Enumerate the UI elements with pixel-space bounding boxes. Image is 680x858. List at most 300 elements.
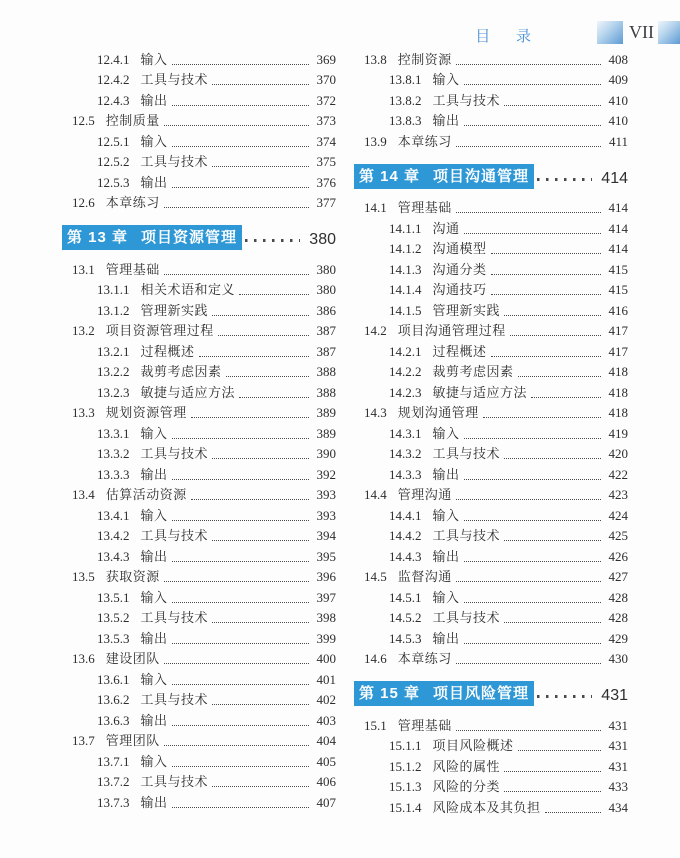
dot-leader [504,105,601,106]
entry-page-number: 388 [316,384,336,400]
entry-title: 工具与技术 [432,528,501,543]
entry-title: 监督沟通 [397,569,452,584]
toc-entry [364,361,628,382]
dot-leader [226,376,309,377]
entry-number: 14.1.4 [389,282,422,297]
entry-page-number: 424 [608,507,628,523]
entry-number: 13.3.2 [97,446,130,461]
entry-title: 输出 [432,466,460,482]
dot-leader [504,771,601,772]
entry-title: 裁剪考虑因素 [432,364,514,379]
entry-title: 输出 [432,113,460,128]
dot-leader [518,750,601,751]
entry-page-number: 433 [608,779,628,794]
toc-entry [72,730,336,751]
toc-entry [364,484,628,505]
entry-page-number: 392 [316,466,336,482]
chapter-dot-leader [537,695,592,698]
dot-leader [464,84,601,85]
toc-entry [72,607,336,628]
toc-entry [72,627,336,648]
toc-entry [72,361,336,382]
toc-entry [364,48,628,69]
entry-number: 14.3.1 [389,425,422,441]
chapter-page-number: 414 [601,169,628,187]
toc-entry [72,648,336,669]
entry-number: 14.5 [364,569,387,584]
entry-title: 沟通 [432,220,460,236]
dot-leader [491,253,601,254]
toc-entry [72,422,336,443]
entry-page-number: 418 [608,405,628,420]
chapter-page-number: 380 [309,231,336,248]
entry-title: 工具与技术 [140,528,209,543]
dot-leader [164,207,309,208]
entry-page-number: 431 [608,758,628,774]
dot-leader [456,64,601,65]
toc-entry [364,463,628,484]
dot-leader [510,335,601,336]
entry-number: 13.8.3 [389,113,422,128]
dot-leader [172,602,309,603]
dot-leader [504,540,601,541]
entry-number: 14.1.1 [389,220,422,236]
dot-leader [172,684,309,685]
entry-number: 12.5.3 [97,174,130,190]
entry-page-number: 428 [608,589,628,605]
entry-title: 输入 [432,425,460,441]
entry-number: 13.9 [364,133,387,149]
entry-number: 13.1.2 [97,302,130,318]
entry-title: 沟通技巧 [432,282,487,297]
entry-number: 14.5.3 [389,630,422,646]
toc-entry [72,402,336,423]
entry-number: 13.5.2 [97,610,130,625]
toc-entry [364,381,628,402]
toc-entry [364,525,628,546]
toc-entry [72,668,336,689]
toc-entry [364,776,628,797]
entry-title: 工具与技术 [140,774,209,789]
entry-page-number: 427 [608,569,628,584]
toc-entry [72,545,336,566]
entry-page-number: 416 [608,302,628,318]
entry-title: 管理基础 [105,261,160,277]
entry-title: 敏捷与适应方法 [432,384,528,400]
chapter-chip [354,164,534,189]
entry-title: 工具与技术 [432,446,501,461]
entry-title: 输入 [140,133,168,149]
toc-entry [364,627,628,648]
toc-entry [72,340,336,361]
chapter-title: 项目沟通管理 [433,167,530,185]
entry-number: 12.5.1 [97,133,130,149]
dot-leader [491,274,601,275]
dot-leader [504,315,601,316]
entry-page-number: 406 [316,774,336,789]
dot-leader [504,791,601,792]
toc-entry [364,258,628,279]
entry-page-number: 405 [316,753,336,769]
entry-number: 13.8 [364,51,387,67]
toc-entry [364,320,628,341]
dot-leader [172,561,309,562]
entry-title: 管理基础 [397,200,452,215]
entry-title: 输出 [140,630,168,646]
dot-leader [172,187,309,188]
dot-leader [172,766,309,767]
entry-page-number: 370 [316,72,336,87]
entry-number: 14.6 [364,651,387,666]
entry-number: 13.2 [72,323,95,338]
entry-number: 14.4.2 [389,528,422,543]
entry-page-number: 401 [316,671,336,687]
entry-number: 13.3.1 [97,425,130,441]
entry-number: 13.4.1 [97,507,130,523]
page-header [0,21,680,45]
entry-title: 工具与技术 [140,446,209,461]
entry-page-number: 400 [316,651,336,666]
entry-number: 15.1 [364,717,387,733]
entry-number: 13.4.2 [97,528,130,543]
entry-title: 项目资源管理过程 [105,323,214,338]
entry-title: 管理团队 [105,733,160,748]
dot-leader [483,417,601,418]
entry-title: 工具与技术 [432,92,501,108]
entry-title: 管理新实践 [432,302,501,318]
dot-leader [456,499,601,500]
toc-entry [364,504,628,525]
entry-number: 14.2.3 [389,384,422,400]
entry-number: 14.2.1 [389,343,422,359]
entry-page-number: 372 [316,92,336,108]
dot-leader [172,479,309,480]
dot-leader [172,643,309,644]
toc-entry [72,504,336,525]
dot-leader [218,335,309,336]
dot-leader [504,458,601,459]
entry-page-number: 411 [608,133,628,149]
entry-number: 14.1 [364,200,387,215]
entry-page-number: 408 [608,51,628,67]
dot-leader [172,725,309,726]
entry-title: 输入 [140,589,168,605]
entry-number: 15.1.2 [389,758,422,774]
entry-number: 13.7.1 [97,753,130,769]
header-accent-box [597,21,623,44]
toc-entry [364,545,628,566]
toc-entry [364,443,628,464]
dot-leader [212,315,309,316]
toc-entry [364,89,628,110]
entry-title: 敏捷与适应方法 [140,384,236,400]
dot-leader [456,663,601,664]
toc-entry [364,238,628,259]
toc-entry [72,171,336,192]
entry-title: 控制资源 [397,51,452,67]
entry-title: 本章练习 [105,195,160,210]
dot-leader [464,233,601,234]
dot-leader [212,540,309,541]
entry-page-number: 425 [608,528,628,543]
entry-page-number: 414 [608,241,628,256]
entry-page-number: 376 [316,174,336,190]
dot-leader [239,397,309,398]
entry-number: 14.4.3 [389,548,422,564]
entry-page-number: 431 [608,738,628,753]
entry-title: 估算活动资源 [105,487,187,502]
toc-entry [364,110,628,131]
entry-number: 13.3 [72,405,95,420]
entry-title: 输入 [140,507,168,523]
entry-page-number: 415 [608,282,628,297]
toc-entry [72,151,336,172]
dot-leader [191,499,309,500]
entry-number: 14.2 [364,323,387,338]
entry-number: 12.4.3 [97,92,130,108]
entry-title: 输入 [140,425,168,441]
entry-number: 13.8.2 [389,92,422,108]
entry-page-number: 377 [316,195,336,210]
dot-leader [212,166,309,167]
dot-leader [212,458,309,459]
dot-leader [464,643,601,644]
entry-title: 过程概述 [432,343,487,359]
entry-page-number: 387 [316,343,336,359]
dot-leader [191,417,309,418]
entry-title: 风险的分类 [432,779,501,794]
toc-entry [364,607,628,628]
entry-number: 12.5 [72,113,95,128]
entry-number: 13.7 [72,733,95,748]
entry-number: 14.4 [364,487,387,502]
entry-number: 13.5 [72,569,95,584]
toc-entry [72,89,336,110]
toc-entry [72,110,336,131]
dot-leader [212,786,309,787]
entry-number: 13.6.3 [97,712,130,728]
chapter-entry [354,680,628,706]
toc-header-title: 目 录 [475,29,542,45]
entry-number: 15.1.3 [389,779,422,794]
dot-leader [491,356,601,357]
entry-title: 输入 [140,51,168,67]
dot-leader [172,520,309,521]
dot-leader [464,602,601,603]
entry-page-number: 418 [608,384,628,400]
entry-number: 13.2.1 [97,343,130,359]
dot-leader [172,438,309,439]
toc-entry [72,791,336,812]
toc-entry [364,586,628,607]
entry-title: 相关术语和定义 [140,282,236,297]
toc-entry [72,443,336,464]
dot-leader [172,105,309,106]
entry-number: 14.1.5 [389,302,422,318]
entry-number: 12.4.2 [97,72,130,87]
toc-entry [364,69,628,90]
entry-title: 工具与技术 [432,610,501,625]
entry-page-number: 420 [608,446,628,461]
entry-page-number: 389 [316,405,336,420]
toc-entry [364,796,628,817]
entry-title: 工具与技术 [140,610,209,625]
entry-page-number: 417 [608,343,628,359]
entry-title: 本章练习 [397,133,452,149]
entry-title: 风险的属性 [432,758,501,774]
entry-title: 输入 [140,753,168,769]
entry-title: 输出 [140,466,168,482]
dot-leader [518,376,601,377]
entry-title: 工具与技术 [140,72,209,87]
toc-entry [72,750,336,771]
dot-leader [545,812,601,813]
entry-number: 14.5.2 [389,610,422,625]
entry-page-number: 409 [608,72,628,87]
toc-entry [72,771,336,792]
entry-number: 12.6 [72,195,95,210]
entry-title: 规划沟通管理 [397,405,479,420]
chapter-title: 项目风险管理 [433,685,530,702]
toc-entry [72,130,336,151]
entry-number: 13.5.3 [97,630,130,646]
entry-number: 13.8.1 [389,72,422,87]
dot-leader [491,294,601,295]
entry-number: 13.4.3 [97,548,130,564]
dot-leader [464,520,601,521]
chapter-number: 第 14 章 [359,167,421,185]
entry-title: 管理基础 [397,717,452,733]
entry-title: 本章练习 [397,651,452,666]
dot-leader [456,146,601,147]
entry-number: 15.1.1 [389,738,422,753]
entry-title: 沟通分类 [432,261,487,277]
chapter-chip [62,225,242,250]
entry-number: 12.4.1 [97,51,130,67]
entry-page-number: 396 [316,569,336,584]
toc-entry [364,755,628,776]
entry-number: 14.1.2 [389,241,422,256]
toc-entry [72,299,336,320]
page-number: VII [629,22,654,42]
dot-leader [456,212,601,213]
toc-entry [364,217,628,238]
entry-title: 项目风险概述 [432,738,514,753]
chapter-page-number: 431 [601,687,628,704]
entry-title: 沟通模型 [432,241,487,256]
entry-page-number: 380 [316,261,336,277]
entry-page-number: 407 [316,794,336,810]
toc-entry [72,566,336,587]
entry-page-number: 415 [608,261,628,277]
entry-number: 13.1.1 [97,282,130,297]
entry-title: 建设团队 [105,651,160,666]
entry-number: 14.1.3 [389,261,422,277]
chapter-title: 项目资源管理 [141,229,238,246]
entry-page-number: 389 [316,425,336,441]
entry-title: 过程概述 [140,343,195,359]
toc-entry [364,279,628,300]
entry-number: 14.5.1 [389,589,422,605]
toc-entry [72,192,336,213]
entry-page-number: 393 [316,487,336,502]
entry-title: 管理新实践 [140,302,209,318]
toc-entry [72,709,336,730]
entry-title: 裁剪考虑因素 [140,364,222,379]
dot-leader [464,438,601,439]
dot-leader [172,64,309,65]
entry-number: 14.3 [364,405,387,420]
toc-entry [72,258,336,279]
toc-entry [72,484,336,505]
dot-leader [239,294,309,295]
chapter-number: 第 15 章 [359,685,421,702]
entry-number: 14.3.3 [389,466,422,482]
entry-title: 输出 [140,794,168,810]
entry-title: 输入 [140,671,168,687]
entry-page-number: 399 [316,630,336,646]
chapter-chip [354,681,534,706]
entry-title: 项目沟通管理过程 [397,323,506,338]
entry-number: 15.1.4 [389,799,422,815]
entry-title: 规划资源管理 [105,405,187,420]
toc-entry [364,130,628,151]
toc-entry [72,525,336,546]
entry-page-number: 418 [608,364,628,379]
entry-page-number: 414 [608,200,628,215]
toc-entry [72,69,336,90]
toc-entry [364,714,628,735]
header-accent-box-edge [658,21,680,44]
toc-entry [364,648,628,669]
entry-title: 输出 [140,174,168,190]
entry-number: 13.6.2 [97,692,130,707]
entry-page-number: 393 [316,507,336,523]
entry-page-number: 431 [608,717,628,733]
entry-title: 输出 [432,630,460,646]
entry-number: 13.7.3 [97,794,130,810]
dot-leader [456,730,601,731]
entry-number: 13.3.3 [97,466,130,482]
entry-page-number: 434 [608,799,628,815]
entry-title: 控制质量 [105,113,160,128]
entry-page-number: 419 [608,425,628,441]
toc-entry [72,586,336,607]
dot-leader [464,479,601,480]
entry-page-number: 423 [608,487,628,502]
dot-leader [464,561,601,562]
entry-number: 13.2.3 [97,384,130,400]
entry-page-number: 430 [608,651,628,666]
chapter-entry [62,224,336,250]
entry-page-number: 422 [608,466,628,482]
entry-page-number: 394 [316,528,336,543]
entry-title: 输出 [140,712,168,728]
entry-page-number: 404 [316,733,336,748]
entry-number: 13.6 [72,651,95,666]
toc-entry [364,340,628,361]
entry-page-number: 380 [316,282,336,297]
entry-title: 输入 [432,72,460,87]
toc-entry [72,320,336,341]
dot-leader [464,125,601,126]
toc-entry [364,299,628,320]
entry-page-number: 395 [316,548,336,564]
entry-number: 13.6.1 [97,671,130,687]
entry-number: 13.7.2 [97,774,130,789]
entry-page-number: 414 [608,220,628,236]
toc-entry [364,735,628,756]
